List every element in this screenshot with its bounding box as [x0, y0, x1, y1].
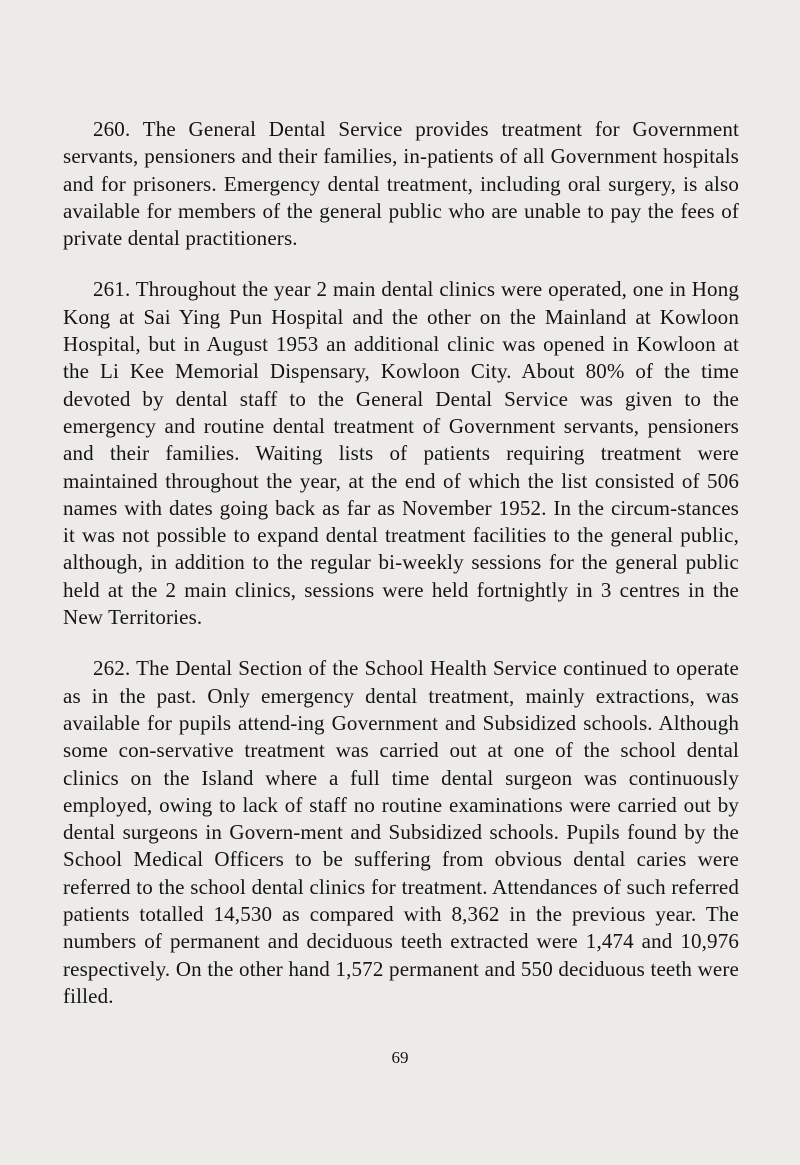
paragraph-260: 260. The General Dental Service provides treatment for Government servants, pensioners and their families, in-patients of all Government hospitals and for prisoners. Emergency dental treatment, including oral surgery, is also available for members of the general public who are unable to pay the fees of private dental practitioners. [63, 117, 739, 251]
paragraph-262: 262. The Dental Section of the School Health Service continued to operate as in the past. Only emergency dental treatment, mainly extractions, was available for pupils attend-ing Government and Subsidized schools. Although some con-servative treatment was carried out at one of the school dental clinics on the Island where a full time dental surgeon was continuously employed, owing to lack of staff no routine examinations were carried out by dental surgeons in Govern-ment and Subsidized schools. Pupils found by the School Medical Officers to be suffering from obvious dental caries were referred to the school dental clinics for treatment. Attendances of such referred patients totalled 14,530 as compared with 8,362 in the previous year. The numbers of permanent and deciduous teeth extracted were 1,474 and 10,976 respectively. On the other hand 1,572 permanent and 550 deciduous teeth were filled. [63, 656, 739, 1008]
paragraph-261: 261. Throughout the year 2 main dental clinics were operated, one in Hong Kong at Sai Ying Pun Hospital and the other on the Mainland at Kowloon Hospital, but in August 1953 an additional clinic was opened in Kowloon at the Li Kee Memorial Dispensary, Kowloon City. About 80% of the time devoted by dental staff to the General Dental Service was given to the emergency and routine dental treatment of Government servants, pensioners and their families. Waiting lists of patients requiring treatment were maintained throughout the year, at the end of which the list consisted of 506 names with dates going back as far as November 1952. In the circum-stances it was not possible to expand dental treatment facilities to the general public, although, in addition to the regular bi-weekly sessions for the general public held at the 2 main clinics, sessions were held fortnightly in 3 centres in the New Territories. [63, 277, 739, 630]
body-text [63, 116, 739, 1010]
page-number: 69 [391, 1048, 409, 1067]
